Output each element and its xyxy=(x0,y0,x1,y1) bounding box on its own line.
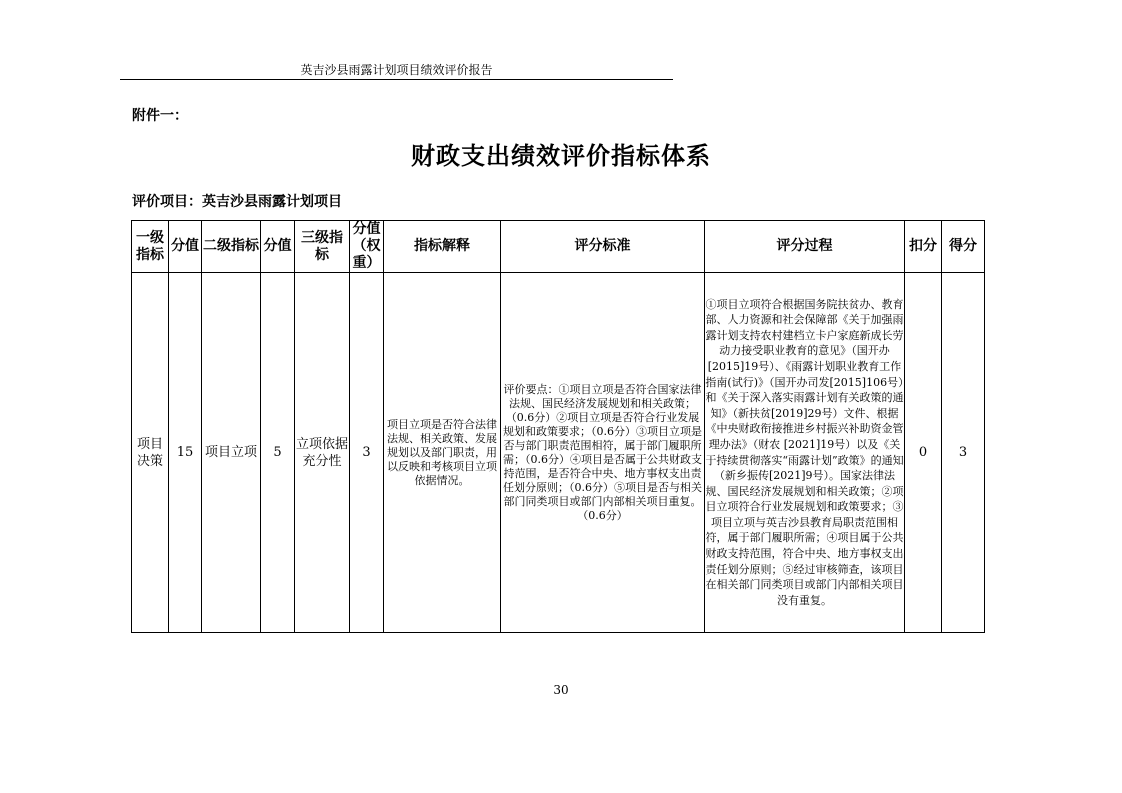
cell-process: ①项目立项符合根据国务院扶贫办、教育部、人力资源和社会保障部《关于加强雨露计划支持农村建档立卡户家庭新成长劳动力接受职业教育的意见》（国开办[2015]19号）、《雨露计划职业教育工作指南(试行)》（国开办司发[2015]106号）和《关于深入落实雨露计划有关政策的通知》（新扶贫[2019]29号）文件、根据《中央财政衔接推进乡村振兴补助资金管理办法》（财农 [2021]19号）以及《关于持续贯彻落实“雨露计划”政策》的通知（新乡振传[2021]9号）。国家法律法规、国民经济发展规划和相关政策；②项目立项符合行业发展规划和政策要求；③项目立项与英吉沙县教育局职责范围相符，属于部门履职所需；④项目属于公共财政支持范围，符合中央、地方事权支出责任划分原则；⑤经过审核筛查，该项目在相关部门同类项目或部门内部相关项目没有重复。 xyxy=(705,273,905,633)
cell-level3: 立项依据充分性 xyxy=(295,273,350,633)
cell-score2: 5 xyxy=(261,273,295,633)
attachment-label: 附件一： xyxy=(132,108,188,124)
cell-explanation: 项目立项是否符合法律法规、相关政策、发展规划以及部门职责，用以反映和考核项目立项依据情况。 xyxy=(384,273,501,633)
header-level2: 二级指标 xyxy=(202,221,261,273)
cell-level2: 项目立项 xyxy=(202,273,261,633)
cell-score1: 15 xyxy=(169,273,202,633)
indicator-table xyxy=(131,220,985,633)
header-criteria: 评分标准 xyxy=(501,221,705,273)
cell-weight: 3 xyxy=(350,273,384,633)
table-row xyxy=(132,273,985,633)
project-label: 评价项目：英吉沙县雨露计划项目 xyxy=(132,194,342,210)
table-header-row xyxy=(132,221,985,273)
header-level1: 一级指标 xyxy=(132,221,169,273)
cell-level1: 项目决策 xyxy=(132,273,169,633)
header-final: 得分 xyxy=(942,221,985,273)
cell-deduction: 0 xyxy=(905,273,942,633)
header-level3: 三级指标 xyxy=(295,221,350,273)
header-process: 评分过程 xyxy=(705,221,905,273)
header-explanation: 指标解释 xyxy=(384,221,501,273)
header-score1: 分值 xyxy=(169,221,202,273)
header-divider xyxy=(120,79,673,80)
cell-final: 3 xyxy=(942,273,985,633)
header-weight: 分值（权重） xyxy=(350,221,384,273)
header-score2: 分值 xyxy=(261,221,295,273)
cell-criteria: 评价要点：①项目立项是否符合国家法律法规、国民经济发展规划和相关政策；（0.6分）②项目立项是否符合行业发展规划和政策要求；（0.6分）③项目立项是否与部门职责范围相符，属于部门履职所需；（0.6分）④项目是否属于公共财政支持范围，是否符合中央、地方事权支出责任划分原则；（0.6分）⑤项目是否与相关部门同类项目或部门内部相关项目重复。（0.6分） xyxy=(501,273,705,633)
header-deduction: 扣分 xyxy=(905,221,942,273)
running-header: 英吉沙县雨露计划项目绩效评价报告 xyxy=(300,63,493,77)
page-title: 财政支出绩效评价指标体系 xyxy=(411,141,711,170)
page-number: 30 xyxy=(553,683,569,697)
